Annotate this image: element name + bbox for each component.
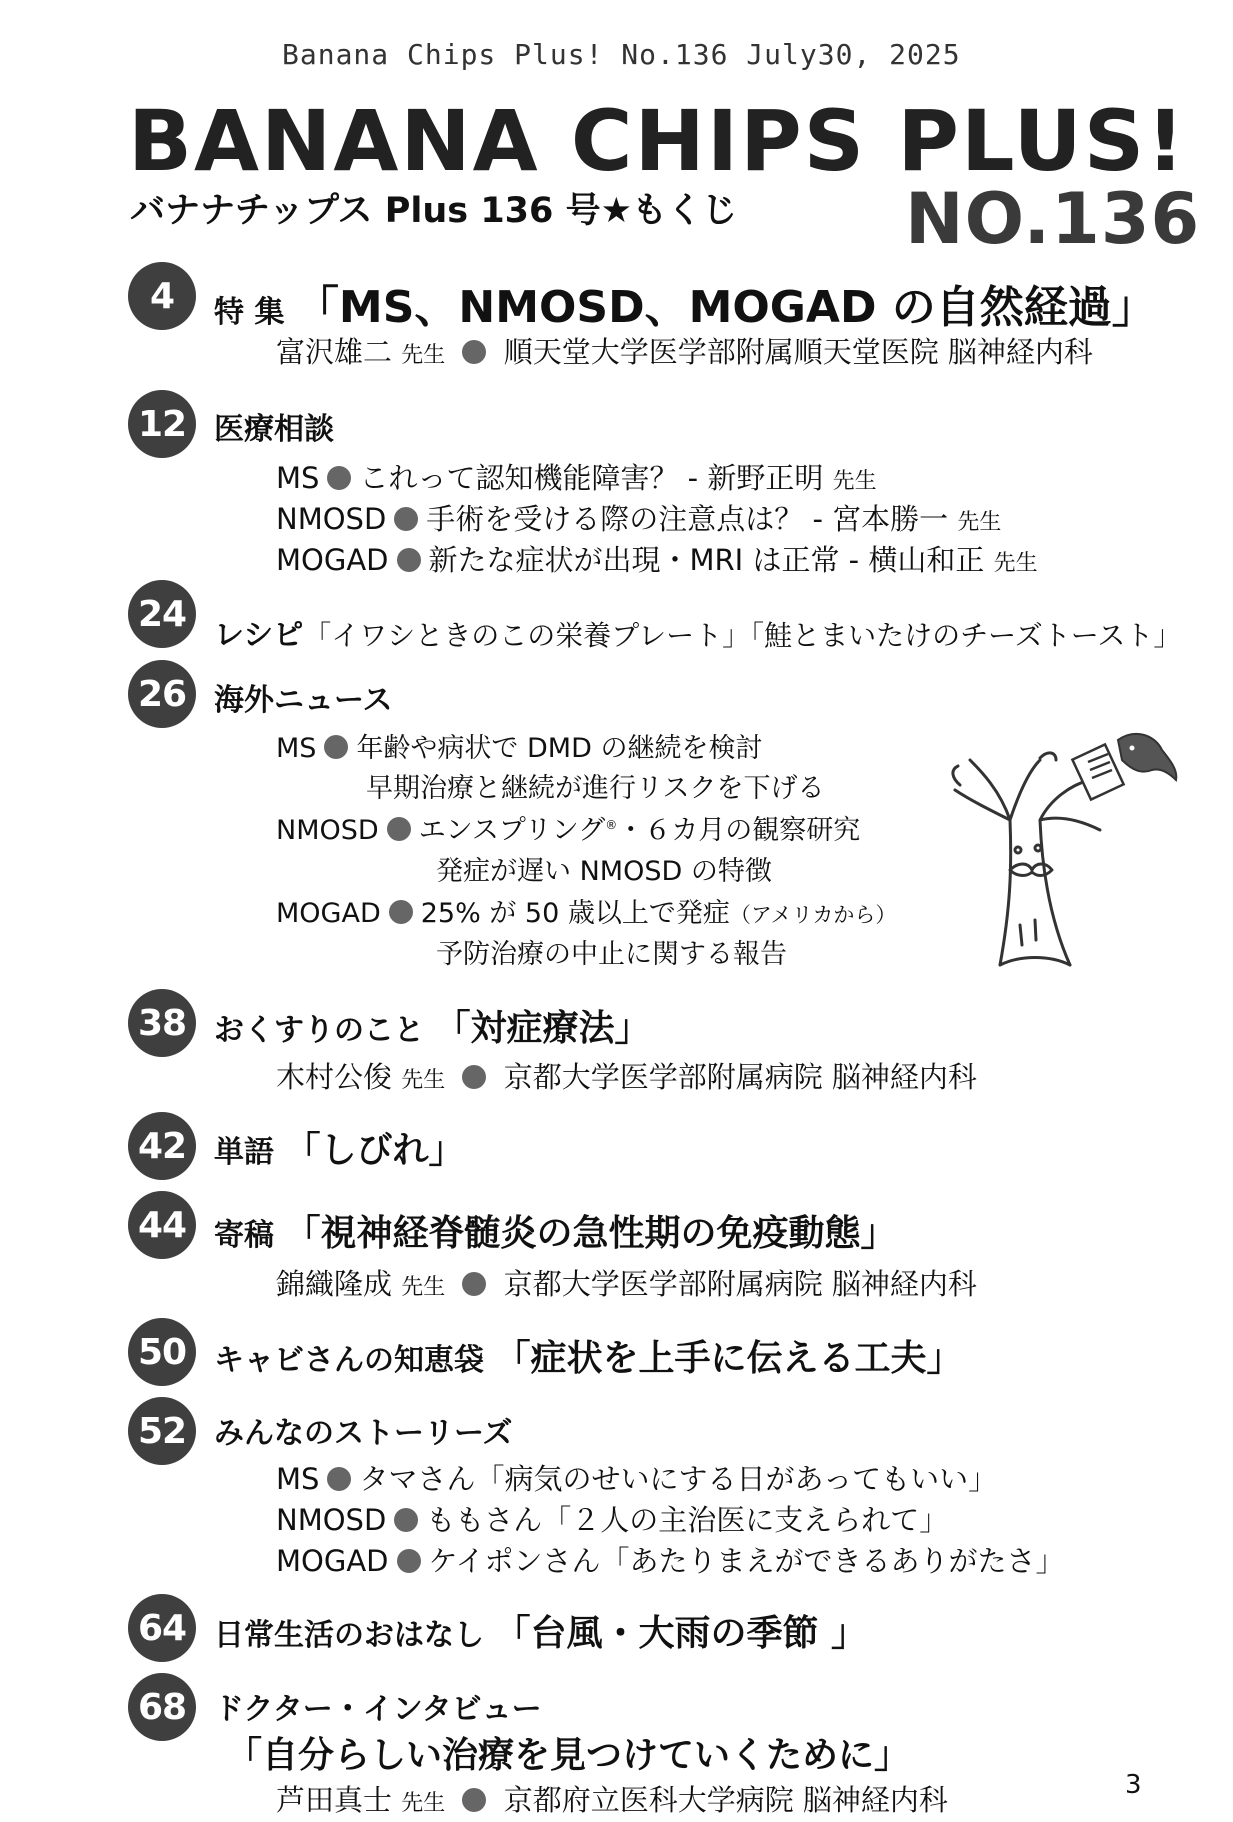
- sensei-label: 先生: [401, 1275, 446, 1300]
- consult-item-ms: [276, 456, 877, 497]
- section-label: おくすりのこと: [214, 1013, 424, 1048]
- sensei-label: 先生: [401, 1791, 446, 1816]
- recipe-titles: 「イワシときのこの栄養プレート」「鮭とまいたけのチーズトースト」: [303, 619, 1182, 652]
- section-label: キャビさんの知恵袋: [214, 1343, 484, 1378]
- section-title: 「視神経脊髄炎の急性期の免疫動態」: [284, 1213, 897, 1254]
- toc-entry-50[interactable]: [214, 1330, 962, 1381]
- bullet-dot-icon: [394, 1508, 418, 1532]
- item-text: ・６カ月の観察研究: [617, 815, 861, 846]
- page-badge-64: 64: [128, 1594, 196, 1662]
- section-title: 「台風・大雨の季節 」: [494, 1613, 867, 1654]
- section-label: 特 集: [214, 295, 285, 330]
- author-name: 木村公俊: [276, 1060, 393, 1094]
- item-text: 新たな症状が出現・MRI は正常 - 横山和正: [428, 543, 985, 577]
- affiliation: 京都大学医学部附属病院 脳神経内科: [503, 1267, 977, 1301]
- tree-mascot-illustration: [940, 730, 1190, 980]
- section-title: 「対症療法」: [434, 1008, 651, 1049]
- news-item-mogad-line2: 予防治療の中止に関する報告: [436, 939, 787, 970]
- sensei-label: 先生: [957, 510, 1002, 535]
- masthead-title: BANANA CHIPS PLUS!: [128, 92, 1187, 190]
- section-label: 医療相談: [214, 412, 334, 447]
- page-badge-50: 50: [128, 1318, 196, 1386]
- section-label: ドクター・インタビュー: [214, 1692, 542, 1727]
- consult-item-nmosd: [276, 497, 1001, 538]
- author-line-38: [276, 1055, 977, 1096]
- disease-tag: MOGAD: [276, 1544, 389, 1578]
- feature-title: 「MS、NMOSD、MOGAD の自然経過」: [294, 282, 1156, 333]
- author-line-44: [276, 1262, 977, 1303]
- disease-tag: MS: [276, 1462, 320, 1496]
- toc-entry-38[interactable]: [214, 1000, 650, 1051]
- bullet-dot-icon: [462, 1065, 486, 1089]
- section-label: 海外ニュース: [214, 683, 393, 718]
- author-line-68: [276, 1778, 948, 1819]
- issue-line: Banana Chips Plus! No.136 July30, 2025: [282, 38, 961, 71]
- item-text: ももさん「２人の主治医に支えられて」: [426, 1503, 949, 1537]
- page-number: 3: [1125, 1770, 1142, 1800]
- section-label: レシピ: [214, 618, 304, 653]
- sensei-label: 先生: [401, 1068, 446, 1093]
- page-badge-12: 12: [128, 390, 196, 458]
- item-text: エンスプリング: [418, 815, 606, 846]
- news-item-ms: [276, 726, 762, 765]
- consult-item-mogad: [276, 538, 1038, 579]
- sensei-label: 先生: [832, 469, 877, 494]
- toc-entry-24[interactable]: [214, 610, 1181, 654]
- page-badge-4: 4: [128, 262, 196, 330]
- toc-entry-52[interactable]: [214, 1408, 513, 1452]
- issue-number: NO.136: [905, 178, 1201, 260]
- bullet-dot-icon: [327, 1467, 351, 1491]
- item-text: 25% が 50 歳以上で発症: [420, 898, 730, 929]
- author-line-4: [276, 330, 1093, 371]
- disease-tag: NMOSD: [276, 502, 387, 536]
- disease-tag: MS: [276, 461, 320, 495]
- item-text: 手術を受ける際の注意点は？ - 宮本勝一: [426, 502, 949, 536]
- author-name: 芦田真士: [276, 1783, 393, 1817]
- story-item-mogad: [276, 1539, 1064, 1580]
- page-badge-68: 68: [128, 1673, 196, 1741]
- page-badge-24: 24: [128, 580, 196, 648]
- story-item-nmosd: [276, 1498, 948, 1539]
- bullet-dot-icon: [387, 817, 411, 841]
- bullet-dot-icon: [462, 340, 486, 364]
- toc-entry-4[interactable]: [214, 271, 1156, 335]
- section-title: 「症状を上手に伝える工夫」: [494, 1338, 963, 1379]
- page-badge-38: 38: [128, 989, 196, 1057]
- item-note: （アメリカから）: [729, 903, 897, 927]
- registered-mark: ®: [605, 818, 618, 832]
- story-item-ms: [276, 1457, 997, 1498]
- interview-title: [226, 1727, 910, 1778]
- sensei-label: 先生: [401, 343, 446, 368]
- news-item-nmosd-line2: 発症が遅い NMOSD の特徴: [436, 856, 772, 887]
- section-title: 「自分らしい治療を見つけていくために」: [226, 1735, 911, 1776]
- page-badge-44: 44: [128, 1191, 196, 1259]
- bullet-dot-icon: [394, 507, 418, 531]
- page-badge-52: 52: [128, 1397, 196, 1465]
- section-label: 寄稿: [214, 1218, 274, 1253]
- item-text: 年齢や病状で DMD の継続を検討: [356, 733, 763, 764]
- toc-entry-44[interactable]: [214, 1205, 896, 1256]
- toc-entry-26[interactable]: [214, 675, 393, 719]
- bullet-dot-icon: [397, 548, 421, 572]
- bullet-dot-icon: [397, 1549, 421, 1573]
- affiliation: 京都大学医学部附属病院 脳神経内科: [503, 1060, 977, 1094]
- page-badge-26: 26: [128, 660, 196, 728]
- bullet-dot-icon: [462, 1272, 486, 1296]
- bullet-dot-icon: [389, 900, 413, 924]
- toc-entry-42[interactable]: [214, 1122, 464, 1173]
- toc-subtitle: バナナチップス Plus 136 号★もくじ: [130, 191, 737, 231]
- item-text: タマさん「病気のせいにする日があってもいい」: [359, 1462, 998, 1496]
- sensei-label: 先生: [993, 551, 1038, 576]
- author-name: 錦織隆成: [276, 1267, 393, 1301]
- bullet-dot-icon: [324, 735, 348, 759]
- section-label: みんなのストーリーズ: [214, 1416, 513, 1451]
- disease-tag: MS: [276, 733, 317, 764]
- news-item-ms-line2: 早期治療と継続が進行リスクを下げる: [366, 773, 825, 804]
- affiliation: 順天堂大学医学部附属順天堂医院 脳神経内科: [503, 335, 1093, 369]
- toc-entry-64[interactable]: [214, 1605, 867, 1656]
- disease-tag: MOGAD: [276, 898, 381, 929]
- section-label: 単語: [214, 1135, 274, 1170]
- disease-tag: MOGAD: [276, 543, 389, 577]
- item-text: ケイポンさん「あたりまえができるありがたさ」: [428, 1544, 1065, 1578]
- bullet-dot-icon: [462, 1788, 486, 1812]
- item-text: これって認知機能障害？ - 新野正明: [359, 461, 824, 495]
- bullet-dot-icon: [327, 466, 351, 490]
- news-item-nmosd: [276, 808, 860, 847]
- affiliation: 京都府立医科大学病院 脳神経内科: [503, 1783, 948, 1817]
- page-badge-42: 42: [128, 1112, 196, 1180]
- section-label: 日常生活のおはなし: [214, 1618, 484, 1653]
- toc-entry-12[interactable]: [214, 404, 334, 448]
- section-title: 「しびれ」: [284, 1130, 465, 1171]
- disease-tag: NMOSD: [276, 815, 379, 846]
- toc-entry-68[interactable]: [214, 1684, 542, 1728]
- news-item-mogad: [276, 891, 896, 930]
- author-name: 富沢雄二: [276, 335, 393, 369]
- disease-tag: NMOSD: [276, 1503, 387, 1537]
